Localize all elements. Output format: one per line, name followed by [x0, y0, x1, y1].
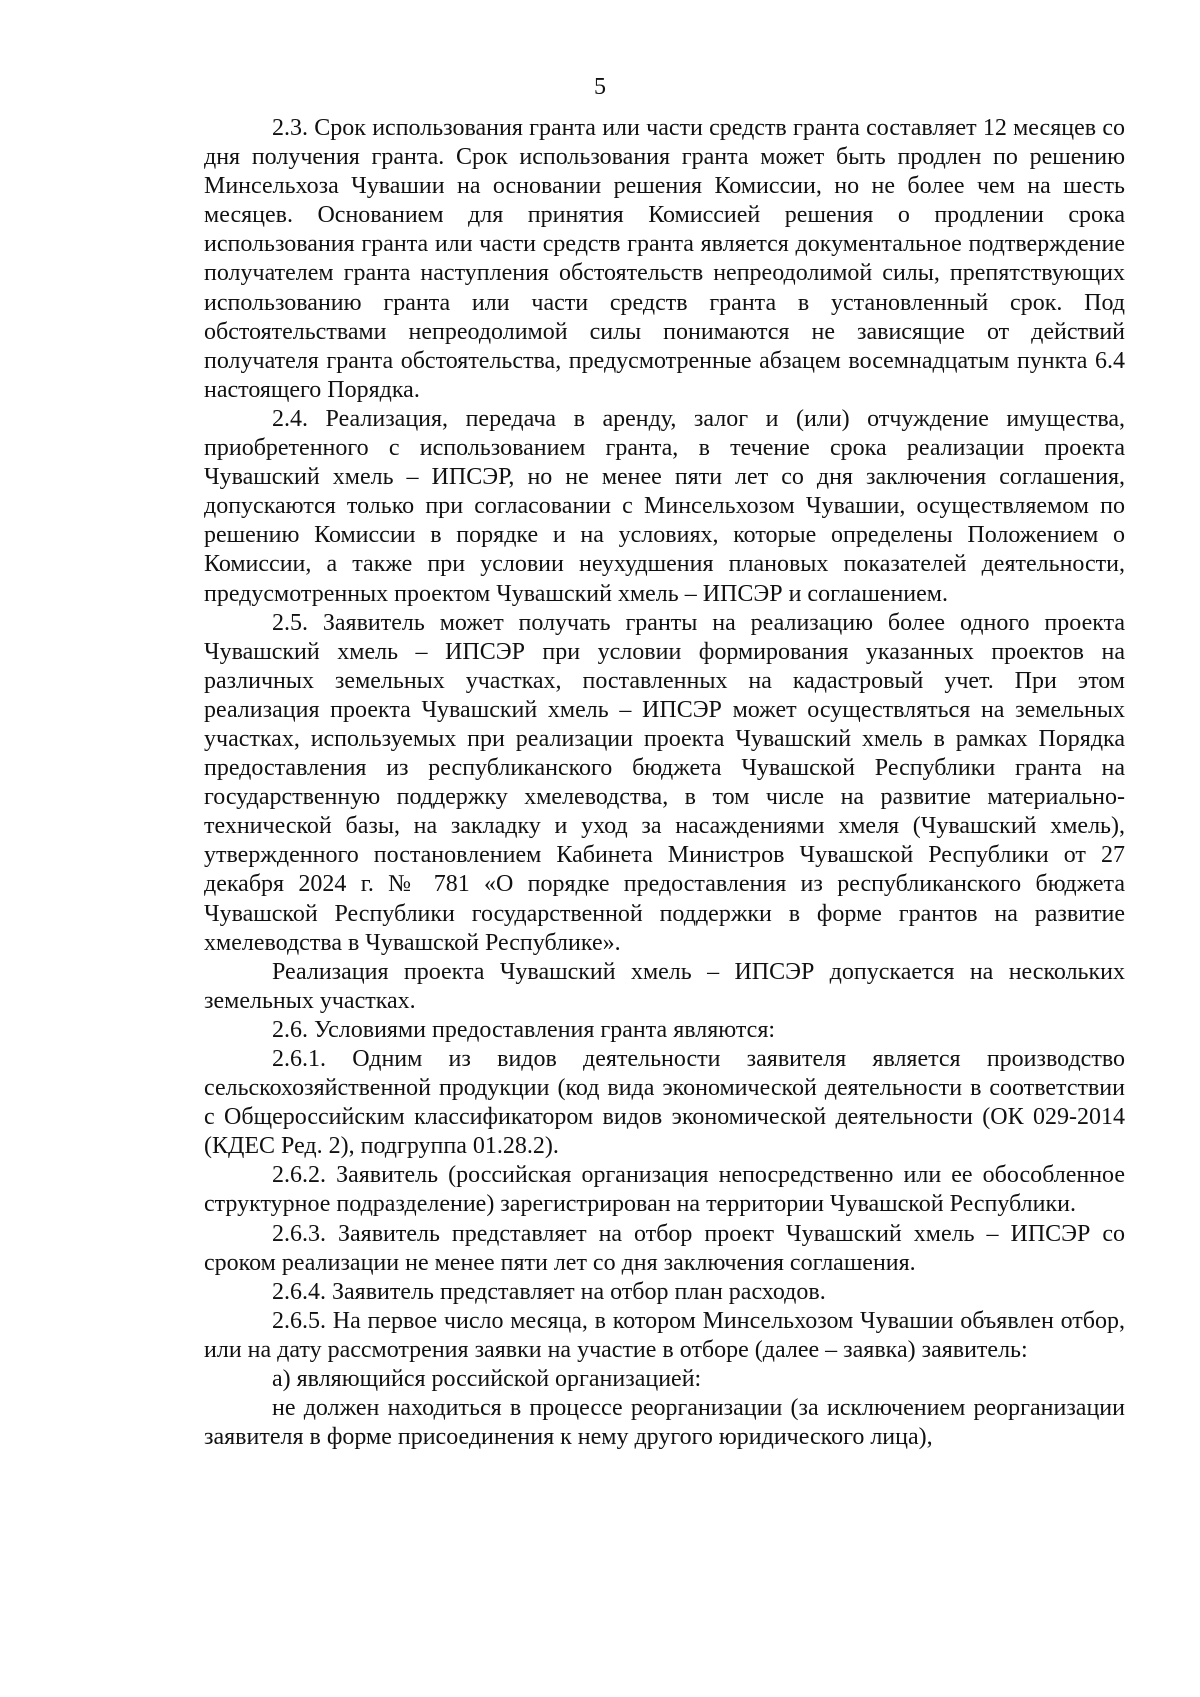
paragraph-2-3: 2.3. Срок использования гранта или части средств гранта составляет 12 месяцев со дня получения гранта. Срок использования гранта может быть продлен по решению Минсельхоза Чувашии на основании решения Комиссии, но не более чем на шесть месяцев. Основанием для принятия Комиссией решения о продлении срока использования гранта или части средств гранта является документальное подтверждение получателем гранта наступления обстоятельств непреодолимой силы, препятствующих использованию гранта или части средств гранта в установленный срок. Под обстоятельствами непреодолимой силы понимаются не зависящие от действий получателя гранта обстоятельства, предусмотренные абзацем восемнадцатым пункта 6.4 настоящего Порядка.	[204, 115, 1125, 403]
paragraph-subitem-a: а) являющийся российской организацией:	[272, 1366, 702, 1393]
paragraph-2-5-continued: Реализация проекта Чувашский хмель – ИПСЭР допускается на нескольких земельных участках.	[204, 958, 1125, 1014]
paragraph-reorganization: не должен находиться в процессе реорганизации (за исключением реорганизации заявителя в форме присоединения к нему другого юридического лица),	[204, 1395, 1125, 1451]
page-number: 5	[594, 74, 606, 100]
paragraph-2-6-5: 2.6.5. На первое число месяца, в котором Минсельхозом Чувашии объявлен отбор, или на дату рассмотрения заявки на участие в отборе (далее – заявка) заявитель:	[204, 1307, 1125, 1363]
paragraph-2-6-3: 2.6.3. Заявитель представляет на отбор проект Чувашский хмель – ИПСЭР со сроком реализации не менее пяти лет со дня заключения соглашения.	[204, 1220, 1125, 1276]
document-body	[204, 114, 1125, 1452]
paragraph-2-6-4: 2.6.4. Заявитель представляет на отбор план расходов.	[272, 1278, 826, 1305]
paragraph-2-6-2: 2.6.2. Заявитель (российская организация непосредственно или ее обособленное структурное подразделение) зарегистрирован на территории Чувашской Республики.	[204, 1162, 1125, 1218]
paragraph-2-4: 2.4. Реализация, передача в аренду, залог и (или) отчуждение имущества, приобретенного с использованием гранта, в течение срока реализации проекта Чувашский хмель – ИПСЭР, но не менее пяти лет со дня заключения соглашения, допускаются только при согласовании с Минсельхозом Чувашии, осуществляемом по решению Комиссии в порядке и на условиях, которые определены Положением о Комиссии, а также при условии неухудшения плановых показателей деятельности, предусмотренных проектом Чувашский хмель – ИПСЭР и соглашением.	[204, 405, 1125, 607]
paragraph-2-6-1: 2.6.1. Одним из видов деятельности заявителя является производство сельскохозяйственной продукции (код вида экономической деятельности в соответствии с Общероссийским классификатором видов экономической деятельности (ОК 029-2014 (КДЕС Ред. 2), подгруппа 01.28.2).	[204, 1046, 1125, 1160]
paragraph-2-5: 2.5. Заявитель может получать гранты на реализацию более одного проекта Чувашский хмель – ИПСЭР при условии формирования указанных проектов на различных земельных участках, поставленных на кадастровый учет. При этом реализация проекта Чувашский хмель – ИПСЭР может осуществляться на земельных участках, используемых при реализации проекта Чувашский хмель в рамках Порядка предоставления из республиканского бюджета Чувашской Республики гранта на государственную поддержку хмелеводства, в том числе на развитие материально-технической базы, на закладку и уход за насаждениями хмеля (Чувашский хмель), утвержденного постановлением Кабинета Министров Чувашской Республики от 27 декабря 2024 г. № 781 «О порядке предоставления из республиканского бюджета Чувашской Республики государственной поддержки в форме грантов на развитие хмелеводства в Чувашской Республике».	[204, 609, 1125, 956]
paragraph-2-6: 2.6. Условиями предоставления гранта являются:	[272, 1016, 776, 1043]
